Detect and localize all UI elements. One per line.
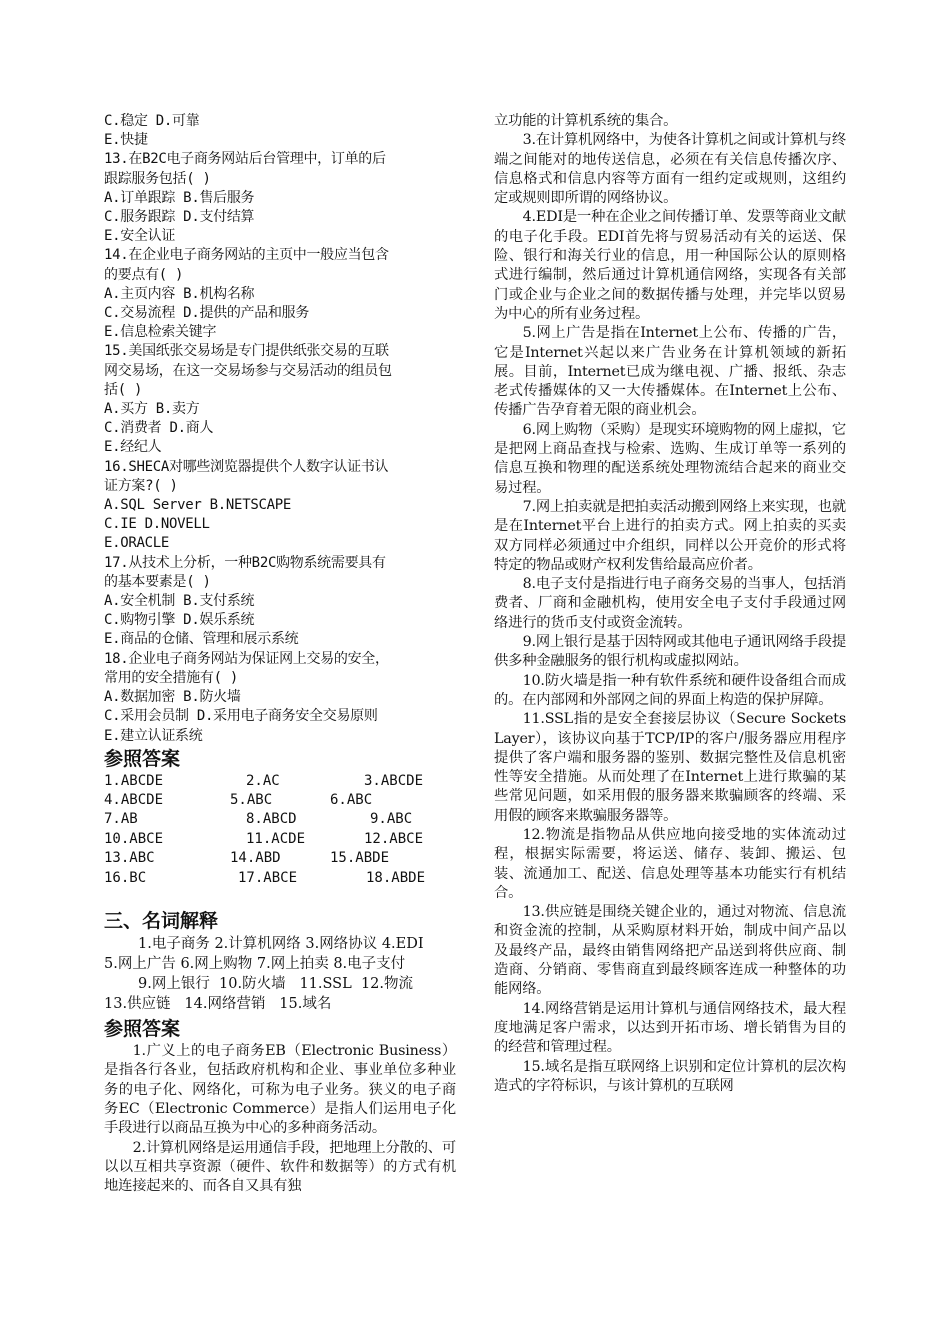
left-column xyxy=(104,112,456,1196)
answer-cell: 8.ABCD xyxy=(246,811,297,828)
definition-paragraph: 3.在计算机网络中，为使各计算机之间或计算机与终端之间能对的地传送信息，必须在有关信息传播次序、信息格式和信息内容等方面有一组约定或规则，这组约定或规则即所谓的网络协议。 xyxy=(494,132,846,207)
question-line: A.数据加密 B.防火墙 xyxy=(104,689,241,706)
question-line: 17.从技术上分析，一种B2C购物系统需要具有 xyxy=(104,554,386,571)
question-line: 括( ) xyxy=(104,381,143,398)
answer-row xyxy=(104,849,456,868)
question-line: E.安全认证 xyxy=(104,228,176,245)
answer-cell: 10.ABCE xyxy=(104,830,164,847)
section-title: 三、名词解释 xyxy=(104,910,219,933)
question-line: C.IE D.NOVELL xyxy=(104,516,210,533)
answer-row xyxy=(104,810,456,829)
question-line: 跟踪服务包括( ) xyxy=(104,170,211,187)
definition-paragraph: 8.电子支付是指进行电子商务交易的当事人，包括消费者、厂商和金融机构，使用安全电子支付手段通过网络进行的货币支付或资金流转。 xyxy=(494,576,846,631)
answer-cell: 2.AC xyxy=(246,772,280,789)
question-line: C.服务跟踪 D.支付结算 xyxy=(104,209,255,226)
answer-cell: 18.ABDE xyxy=(366,869,426,886)
answer-cell: 7.AB xyxy=(104,811,138,828)
answer-row xyxy=(104,869,456,888)
question-line: 的要点有( ) xyxy=(104,266,184,283)
question-line: 14.在企业电子商务网站的主页中一般应当包含 xyxy=(104,247,389,264)
definition-paragraph: 12.物流是指物品从供应地向接受地的实体流动过程，根据实际需要，将运送、储存、装卸、搬运、包装、流通加工、配送、信息处理等基本功能实行有机结合。 xyxy=(494,826,846,901)
right-column xyxy=(494,112,846,1096)
definition-list xyxy=(104,1042,456,1196)
answer-cell: 4.ABCDE xyxy=(104,792,164,809)
question-line: E.信息检索关键字 xyxy=(104,324,217,341)
definition-paragraph: 1.广义上的电子商务EB（Electronic Business）是指各行各业，包括政府机构和企业、事业单位多种业务的电子化、网络化，可称为电子业务。狭义的电子商务EC（Electronic Commerce）是指人们运用电子化手段进行以商品互换为中心的多种商务活动。 xyxy=(104,1043,456,1137)
answer-cell: 16.BC xyxy=(104,869,147,886)
question-line: 常用的安全措施有( ) xyxy=(104,669,238,686)
answer-row xyxy=(104,791,456,810)
definition-paragraph: 10.防火墙是指一种有软件系统和硬件设备组合而成的。在内部网和外部网之间的界面上构造的保护屏障。 xyxy=(494,672,846,708)
question-line: A.买方 B.卖方 xyxy=(104,401,200,418)
answer-cell: 14.ABD xyxy=(230,850,281,867)
question-line: A.主页内容 B.机构名称 xyxy=(104,285,255,302)
answer-cell: 12.ABCE xyxy=(364,830,424,847)
answer-row xyxy=(104,830,456,849)
term-line: 9.网上银行 10.防火墙 11.SSL 12.物流 xyxy=(138,976,414,993)
question-line: 网交易场，在这一交易场参与交易活动的组员包 xyxy=(104,362,392,379)
term-line: 1.电子商务 2.计算机网络 3.网络协议 4.EDI xyxy=(138,936,424,953)
question-line: E.经纪人 xyxy=(104,439,162,456)
definition-list-continued xyxy=(494,112,846,1096)
answer-cell: 5.ABC xyxy=(230,792,273,809)
question-line: 13.在B2C电子商务网站后台管理中，订单的后 xyxy=(104,151,386,168)
term-line: 13.供应链 14.网络营销 15.域名 xyxy=(104,996,332,1013)
term-line: 5.网上广告 6.网上购物 7.网上拍卖 8.电子支付 xyxy=(104,956,406,973)
answer-cell: 11.ACDE xyxy=(246,830,306,847)
answer-row xyxy=(104,772,456,791)
question-line: C.采用会员制 D.采用电子商务安全交易原则 xyxy=(104,708,378,725)
definition-paragraph: 13.供应链是围绕关键企业的，通过对物流、信息流和资金流的控制，从采购原材料开始，制成中间产品以及最终产品，最终由销售网络把产品送到将供应商、制造商、分销商、零售商直到最终顾客连成一种整体的功能网络。 xyxy=(494,904,846,998)
question-line: A.安全机制 B.支付系统 xyxy=(104,593,255,610)
question-line: 的基本要素是( ) xyxy=(104,573,211,590)
definition-paragraph: 9.网上银行是基于因特网或其他电子通讯网络手段提供多种金融服务的银行机构或虚拟网站。 xyxy=(494,634,846,670)
question-line: 16.SHECA对哪些浏览器提供个人数字认证书认 xyxy=(104,458,389,475)
question-line: A.订单跟踪 B.售后服务 xyxy=(104,189,255,206)
question-line: A.SQL Server B.NETSCAPE xyxy=(104,497,291,514)
term-list xyxy=(104,934,456,1014)
question-line: E.商品的仓储、管理和展示系统 xyxy=(104,631,299,648)
answers-heading-2: 参照答案 xyxy=(104,1018,181,1041)
answer-cell: 13.ABC xyxy=(104,850,155,867)
definition-paragraph: 6.网上购物（采购）是现实环境购物的网上虚拟，它是把网上商品查找与检索、选购、生成订单等一系列的信息互换和物理的配送系统处理物流结合起来的商业交易过程。 xyxy=(494,421,846,496)
question-line: E.ORACLE xyxy=(104,535,170,552)
question-line: C.稳定 D.可靠 xyxy=(104,113,200,129)
definition-paragraph: 2.计算机网络是运用通信手段，把地理上分散的、可以以互相共享资源（硬件、软件和数据等）的方式有机地连接起来的、而各自又具有独 xyxy=(104,1139,456,1195)
answer-cell: 6.ABC xyxy=(330,792,373,809)
question-line: E.建立认证系统 xyxy=(104,727,203,744)
question-line: C.交易流程 D.提供的产品和服务 xyxy=(104,305,310,322)
question-line: 18.企业电子商务网站为保证网上交易的安全， xyxy=(104,650,389,667)
question-line: 证方案?( ) xyxy=(104,477,178,494)
definition-paragraph: 5.网上广告是指在Internet上公布、传播的广告，它是Internet兴起以来广告业务在计算机领域的新拓展。目前，Internet已成为继电视、广播、报纸、杂志老式传播媒体的又一大传播媒体。在Internet上公布、传播广告孕育着无限的商业机会。 xyxy=(494,325,846,419)
question-list xyxy=(104,112,456,746)
definition-paragraph: 11.SSL指的是安全套接层协议（Secure Sockets Layer），该协议向基于TCP/IP的客户/服务器应用程序提供了客户端和服务器的鉴别、数据完整性及信息机密性等安全措施。从而处理了在Internet上进行欺骗的某些常见问题，如采用假的服务器来欺骗顾客的终端、采用假的顾客来欺骗服务器等。 xyxy=(494,711,846,824)
answer-table xyxy=(104,772,456,888)
definition-paragraph: 15.域名是指互联网络上识别和定位计算机的层次构造式的字符标识，与该计算机的互联网 xyxy=(494,1058,846,1094)
answer-cell: 1.ABCDE xyxy=(104,772,164,789)
question-line: C.购物引擎 D.娱乐系统 xyxy=(104,612,255,629)
question-line: E.快捷 xyxy=(104,132,148,149)
answers-heading: 参照答案 xyxy=(104,747,181,770)
definition-paragraph: 立功能的计算机系统的集合。 xyxy=(494,113,678,129)
answer-cell: 3.ABCDE xyxy=(364,772,424,789)
definition-paragraph: 14.网络营销是运用计算机与通信网络技术，最大程度地满足客户需求，以达到开拓市场、增长销售为目的的经营和管理过程。 xyxy=(494,1000,846,1056)
answer-cell: 15.ABDE xyxy=(330,850,390,867)
definition-paragraph: 7.网上拍卖就是把拍卖活动搬到网络上来实现，也就是在Internet平台上进行的拍卖方式。网上拍卖的买卖双方同样必须通过中介组织，同样以公开竞价的形式将特定的物品或财产权利发售给最高应价者。 xyxy=(494,498,846,573)
definition-paragraph: 4.EDI是一种在企业之间传播订单、发票等商业文献的电子化手段。EDI首先将与贸易活动有关的运送、保险、银行和海关行业的信息，用一种国际公认的原则格式进行编制，然后通过计算机通信网络，实现各有关部门或企业与企业之间的数据传播与处理，并完毕以贸易为中心的所有业务过程。 xyxy=(494,209,846,322)
question-line: C.消费者 D.商人 xyxy=(104,420,214,437)
question-line: 15.美国纸张交易场是专门提供纸张交易的互联 xyxy=(104,343,389,360)
answer-cell: 9.ABC xyxy=(370,811,413,828)
answer-cell: 17.ABCE xyxy=(238,869,298,886)
